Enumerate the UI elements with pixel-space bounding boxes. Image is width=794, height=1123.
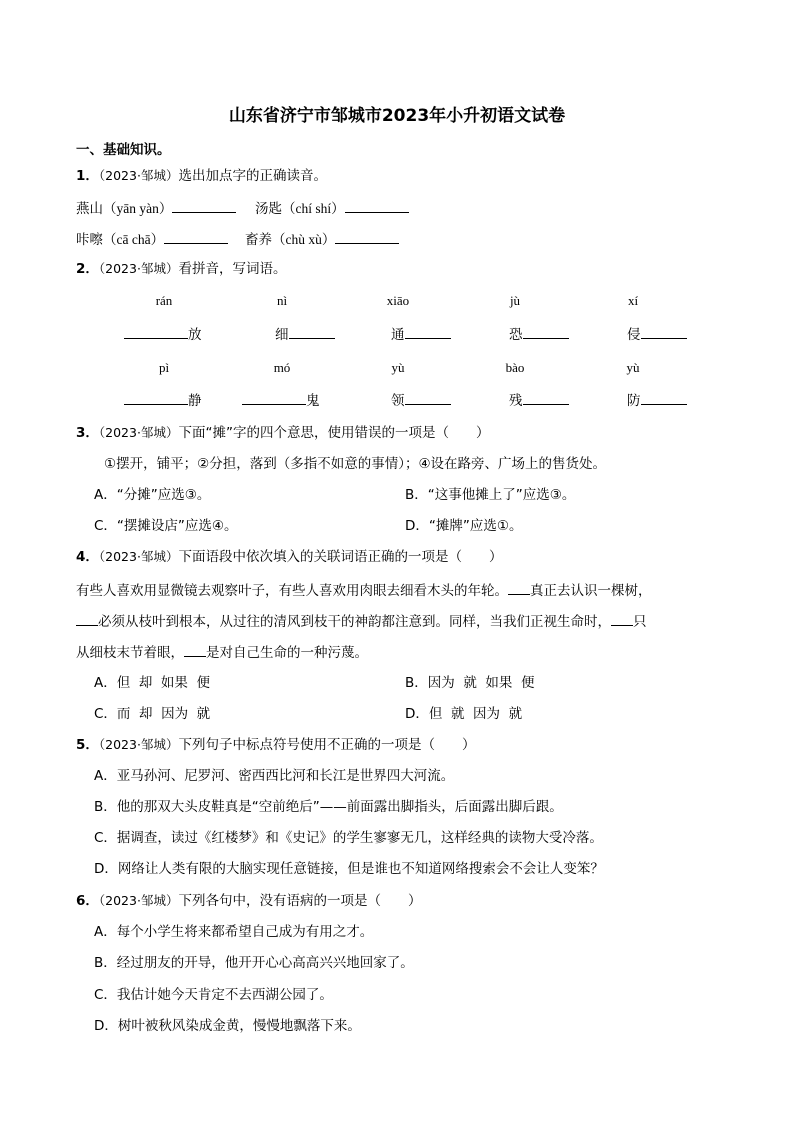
question-source: （2023·邹城）: [98, 425, 179, 440]
answer-blank[interactable]: [76, 612, 98, 626]
option-b[interactable]: B．“这事他摊上了”应选③。: [405, 487, 576, 503]
option-a[interactable]: A．亚马孙河、尼罗河、密西西比河和长江是世界四大河流。: [94, 768, 455, 784]
word-char: 侵: [627, 327, 641, 343]
passage-line: [76, 612, 647, 630]
word-cell: [124, 391, 202, 409]
word-cell: [509, 325, 569, 343]
question-stem: 看拼音，写词语。: [178, 261, 287, 277]
word-char: 放: [188, 327, 202, 343]
word-cell: [509, 391, 569, 409]
item-options: （cā chā）: [103, 232, 165, 247]
answer-blank[interactable]: [335, 230, 399, 244]
word-char: 通: [391, 327, 405, 343]
page-title: 山东省济宁市邹城市2023年小升初语文试卷: [228, 106, 566, 126]
passage-text: 真正去认识一棵树，: [530, 583, 652, 599]
question-source: （2023·邹城）: [98, 737, 179, 752]
answer-blank[interactable]: [611, 612, 633, 626]
answer-blank[interactable]: [405, 391, 451, 405]
answer-blank[interactable]: [184, 643, 206, 657]
word-cell: [627, 325, 687, 343]
passage-text: 必须从枝叶到根本，从过往的清风到枝干的神韵都注意到。同样，当我们正视生命时，: [98, 614, 611, 630]
item-word: 咔嚓: [76, 232, 103, 248]
question-source: （2023·邹城）: [98, 168, 179, 183]
pinyin-label: nì: [276, 293, 288, 308]
question-number: 6．: [76, 893, 99, 909]
option-c[interactable]: C．而 却 因为 就: [94, 706, 211, 722]
word-char: 鬼: [306, 393, 320, 409]
option-c[interactable]: C．我估计她今天肯定不去西湖公园了。: [94, 987, 333, 1003]
word-char: 恐: [509, 327, 523, 343]
passage-line: [76, 581, 652, 599]
answer-blank[interactable]: [172, 199, 236, 213]
question-number: 3．: [76, 425, 99, 441]
option-b[interactable]: B．经过朋友的开导，他开开心心高高兴兴地回家了。: [94, 955, 414, 971]
pinyin-label: xí: [627, 293, 639, 308]
pinyin-label: pì: [158, 360, 170, 375]
option-c[interactable]: C．据调查，读过《红楼梦》和《史记》的学生寥寥无几，这样经典的读物大受冷落。: [94, 830, 603, 846]
word-cell: [391, 391, 451, 409]
option-a[interactable]: A．但 却 如果 便: [94, 675, 210, 691]
question-source: （2023·邹城）: [98, 549, 179, 564]
item-options: （chí shí）: [282, 201, 345, 216]
passage-line: [76, 643, 368, 661]
answer-blank[interactable]: [641, 391, 687, 405]
question-stem: 下面语段中依次填入的关联词语正确的一项是（ ）: [178, 549, 503, 565]
question-source: （2023·邹城）: [98, 261, 179, 276]
option-d[interactable]: D．网络让人类有限的大脑实现任意链接，但是谁也不知道网络搜索会不会让人变笨？: [94, 861, 604, 877]
q1-item: [76, 199, 236, 217]
pinyin-label: xiāo: [386, 293, 410, 308]
option-d[interactable]: D．树叶被秋风染成金黄，慢慢地飘落下来。: [94, 1018, 361, 1034]
question-1: [76, 168, 327, 184]
question-stem: 下面“摊”字的四个意思，使用错误的一项是（ ）: [178, 425, 490, 441]
item-word: 汤匙: [255, 201, 282, 217]
word-cell: [627, 391, 687, 409]
option-b[interactable]: B．因为 就 如果 便: [405, 675, 535, 691]
word-char: 防: [627, 393, 641, 409]
item-word: 畜养: [245, 232, 272, 248]
question-number: 1．: [76, 168, 99, 184]
pinyin-label: yù: [391, 360, 405, 375]
item-word: 燕山: [76, 201, 103, 217]
answer-blank[interactable]: [164, 230, 228, 244]
question-stem: 下列各句中，没有语病的一项是（ ）: [178, 893, 422, 909]
answer-blank[interactable]: [523, 391, 569, 405]
q1-item: [76, 230, 228, 248]
word-char: 细: [275, 327, 289, 343]
answer-blank[interactable]: [641, 325, 687, 339]
option-d[interactable]: D．“摊牌”应选①。: [405, 518, 523, 534]
word-cell: [275, 325, 335, 343]
answer-blank[interactable]: [523, 325, 569, 339]
word-char: 残: [509, 393, 523, 409]
option-a[interactable]: A．“分摊”应选③。: [94, 487, 211, 503]
pinyin-label: mó: [273, 360, 291, 375]
item-options: （yān yàn）: [103, 201, 173, 216]
passage-text: 只: [633, 614, 647, 630]
question-source: （2023·邹城）: [98, 893, 179, 908]
answer-blank[interactable]: [508, 581, 530, 595]
question-material: ①摆开，铺平；②分担，落到（多指不如意的事情）；④设在路旁、广场上的售货处。: [104, 456, 607, 472]
option-a[interactable]: A．每个小学生将来都希望自己成为有用之才。: [94, 924, 374, 940]
item-options: （chù xù）: [272, 232, 336, 247]
answer-blank[interactable]: [124, 391, 188, 405]
pinyin-label: rán: [155, 293, 173, 308]
question-stem: 下列句子中标点符号使用不正确的一项是（ ）: [178, 737, 476, 753]
answer-blank[interactable]: [345, 199, 409, 213]
word-cell: [242, 391, 320, 409]
question-stem: 选出加点字的正确读音。: [178, 168, 327, 184]
passage-text: 从细枝末节着眼，: [76, 645, 184, 661]
question-number: 5．: [76, 737, 99, 753]
pinyin-label: bào: [505, 360, 525, 375]
option-b[interactable]: B．他的那双大头皮鞋真是“空前绝后”——前面露出脚指头，后面露出脚后跟。: [94, 799, 563, 815]
question-2: [76, 261, 286, 277]
answer-blank[interactable]: [289, 325, 335, 339]
pinyin-label: jù: [509, 293, 521, 308]
section-heading: 一、基础知识。: [76, 142, 171, 158]
q1-item: [245, 230, 399, 248]
word-char: 领: [391, 393, 405, 409]
answer-blank[interactable]: [242, 391, 306, 405]
passage-text: 是对自己生命的一种污蔑。: [206, 645, 368, 661]
option-d[interactable]: D．但 就 因为 就: [405, 706, 523, 722]
question-number: 2．: [76, 261, 99, 277]
option-c[interactable]: C．“摆摊设店”应选④。: [94, 518, 238, 534]
question-3: [76, 425, 489, 441]
answer-blank[interactable]: [124, 325, 188, 339]
passage-text: 有些人喜欢用显微镜去观察叶子，有些人喜欢用肉眼去细看木头的年轮。: [76, 583, 508, 599]
question-number: 4．: [76, 549, 99, 565]
answer-blank[interactable]: [405, 325, 451, 339]
word-cell: [124, 325, 202, 343]
q1-item: [255, 199, 409, 217]
word-char: 静: [188, 393, 202, 409]
question-6: [76, 893, 421, 909]
question-5: [76, 737, 475, 753]
pinyin-label: yù: [626, 360, 640, 375]
word-cell: [391, 325, 451, 343]
question-4: [76, 549, 502, 565]
